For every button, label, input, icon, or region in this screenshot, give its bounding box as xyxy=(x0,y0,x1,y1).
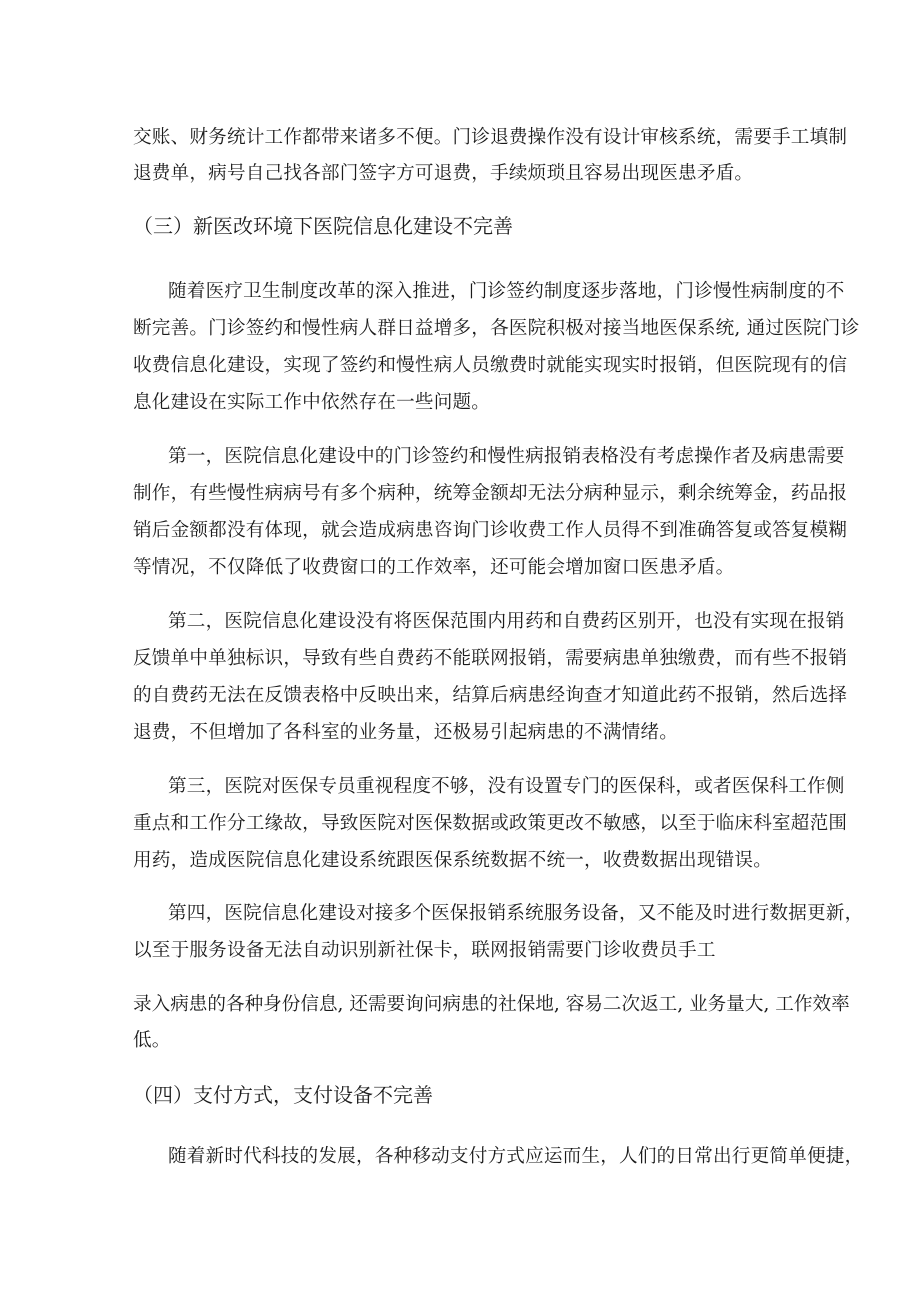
paragraph-line: 以至于服务设备无法自动识别新社保卡，联网报销需要门诊收费员手工 xyxy=(133,940,716,961)
paragraph-line: 退费单，病号自己找各部门签字方可退费，手续烦琐且容易出现医患矛盾。 xyxy=(133,163,754,184)
paragraph-line: 第三，医院对医保专员重视程度不够，没有设置专门的医保科，或者医保科工作侧 xyxy=(168,776,845,797)
paragraph-line: 第二，医院信息化建设没有将医保范围内用药和自费药区别开，也没有实现在报销 xyxy=(168,611,845,632)
paragraph-line: 重点和工作分工缘故，导致医院对医保数据或政策更改不敏感，以至于临床科室超范围 xyxy=(133,813,848,834)
paragraph-line: 息化建设在实际工作中依然存在一些问题。 xyxy=(133,392,491,413)
paragraph-line: 交账、财务统计工作都带来诸多不便。门诊退费操作没有设计审核系统，需要手工填制 xyxy=(133,127,848,148)
paragraph-line: 用药，造成医院信息化建设系统跟医保系统数据不统一，收费数据出现错误。 xyxy=(133,850,772,871)
paragraph-line: 反馈单中单独标识，导致有些自费药不能联网报销，需要病患单独缴费，而有些不报销 xyxy=(133,648,848,669)
paragraph-line: 低。 xyxy=(133,1030,171,1051)
paragraph-line: 随着医疗卫生制度改革的深入推进，门诊签约制度逐步落地，门诊慢性病制度的不 xyxy=(168,281,845,302)
paragraph-line: 第四，医院信息化建设对接多个医保报销系统服务设备，又不能及时进行数据更新， xyxy=(168,903,864,924)
paragraph-line: 退费，不但增加了各科室的业务量，还极易引起病患的不满情绪。 xyxy=(133,722,679,743)
paragraph-line: 销后金额都没有体现，就会造成病患咨询门诊收费工作人员得不到准确答复或答复模糊 xyxy=(133,520,848,541)
paragraph-line: 第一，医院信息化建设中的门诊签约和慢性病报销表格没有考虑操作者及病患需要 xyxy=(168,446,845,467)
paragraph-line: 录入病患的各种身份信息, 还需要询问病患的社保地, 容易二次返工, 业务量大, 工作效率 xyxy=(133,994,850,1015)
paragraph-line: 等情况，不仅降低了收费窗口的工作效率，还可能会增加窗口医患矛盾。 xyxy=(133,557,735,578)
paragraph-line: 随着新时代科技的发展，各种移动支付方式应运而生，人们的日常出行更简单便捷， xyxy=(168,1146,864,1167)
paragraph-line: 断完善。门诊签约和慢性病人群日益增多，各医院积极对接当地医保系统, 通过医院门诊 xyxy=(133,318,860,339)
paragraph-line: 制作，有些慢性病病号有多个病种，统筹金额却无法分病种显示，剩余统筹金，药品报 xyxy=(133,483,848,504)
paragraph-line: 的自费药无法在反馈表格中反映出来，结算后病患经询查才知道此药不报销，然后选择 xyxy=(133,685,848,706)
section-heading: （三）新医改环境下医院信息化建设不完善 xyxy=(133,214,513,238)
section-heading: （四）支付方式，支付设备不完善 xyxy=(133,1083,433,1107)
paragraph-line: 收费信息化建设，实现了签约和慢性病人员缴费时就能实现实时报销，但医院现有的信 xyxy=(133,355,848,376)
